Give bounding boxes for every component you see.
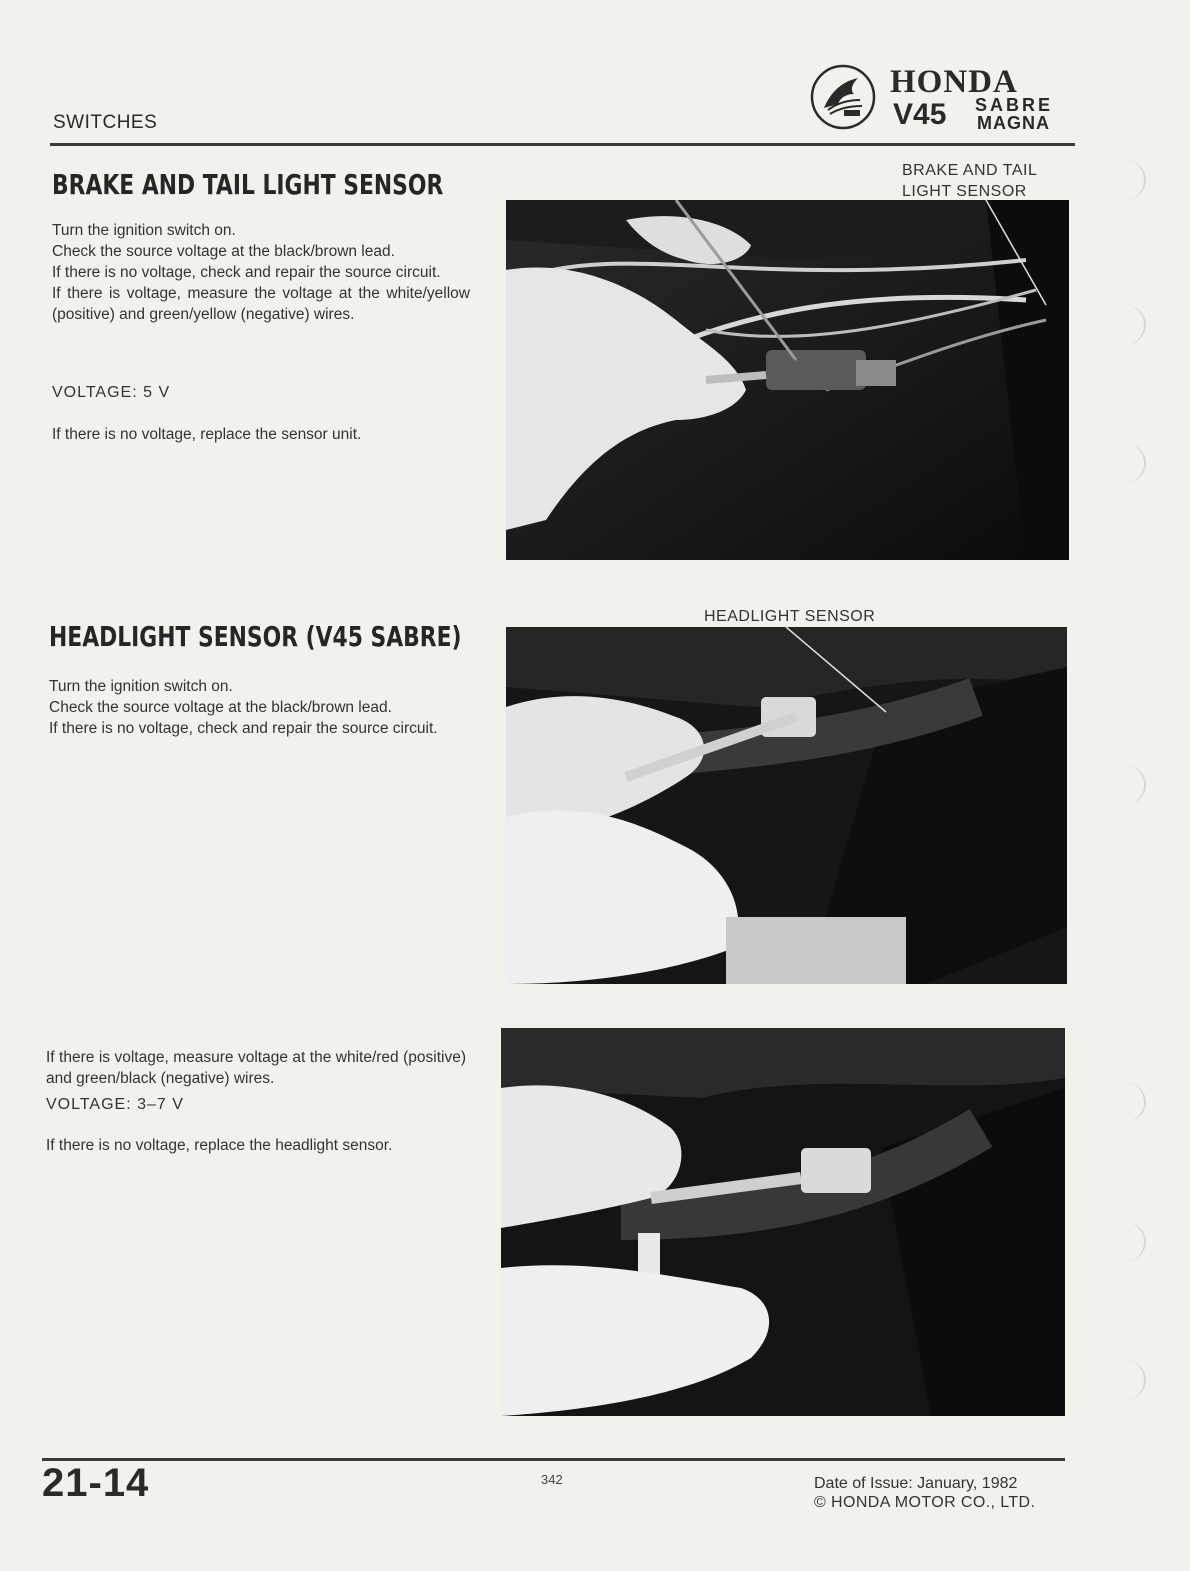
brake-step-1: Turn the ignition switch on.	[52, 222, 236, 239]
variant-sabre: SABRE	[975, 95, 1054, 115]
brand-name: HONDA	[890, 64, 1018, 100]
caption-line-1: BRAKE AND TAIL	[902, 162, 1038, 179]
section-label: SWITCHES	[53, 112, 158, 133]
binder-hole	[1104, 1222, 1146, 1262]
model-name: V45	[893, 98, 947, 131]
headlight-sensor-photo	[506, 627, 1067, 984]
page-number: 21-14	[42, 1461, 150, 1505]
binder-hole	[1104, 305, 1146, 345]
binder-hole	[1104, 765, 1146, 805]
headlight-measure-photo	[501, 1028, 1065, 1416]
binder-hole	[1104, 160, 1146, 200]
brake-note: If there is no voltage, replace the sensor unit.	[52, 426, 362, 443]
binder-hole	[1104, 1082, 1146, 1122]
headlight-section-title: HEADLIGHT SENSOR (V45 SABRE)	[49, 620, 462, 653]
copyright: © HONDA MOTOR CO., LTD.	[814, 1494, 1036, 1511]
sheet-number: 342	[541, 1472, 563, 1487]
brake-section-title: BRAKE AND TAIL LIGHT SENSOR	[52, 168, 444, 201]
issue-date: Date of Issue: January, 1982	[814, 1475, 1018, 1492]
caption-line-2: LIGHT SENSOR	[902, 183, 1027, 200]
honda-wing-logo-icon	[810, 64, 876, 130]
brake-instructions	[52, 220, 470, 325]
headlight-voltage-spec: VOLTAGE: 3–7 V	[46, 1096, 184, 1113]
brake-photo-caption	[902, 160, 1037, 202]
binder-hole	[1104, 1360, 1146, 1400]
footer-rule	[42, 1458, 1065, 1461]
headlight-step-2: Check the source voltage at the black/brown lead.	[49, 699, 392, 716]
variant-magna: MAGNA	[977, 113, 1050, 133]
headlight-instructions	[49, 676, 468, 739]
headlight-photo-caption: HEADLIGHT SENSOR	[704, 608, 876, 625]
brake-step-4: If there is voltage, measure the voltage at the white/yellow (positive) and green/yellow (negative) wires.	[52, 285, 470, 323]
brake-voltage-spec: VOLTAGE: 5 V	[52, 384, 171, 401]
brake-step-2: Check the source voltage at the black/brown lead.	[52, 243, 395, 260]
headlight-note: If there is no voltage, replace the headlight sensor.	[46, 1137, 393, 1154]
header-rule	[50, 143, 1075, 146]
headlight-step-1: Turn the ignition switch on.	[49, 678, 233, 695]
brake-sensor-photo	[506, 200, 1069, 560]
binder-hole	[1104, 443, 1146, 483]
headlight-step-3: If there is no voltage, check and repair the source circuit.	[49, 720, 438, 737]
headlight-continued-text: If there is voltage, measure voltage at the white/red (positive) and green/black (negative) wires.	[46, 1049, 466, 1087]
brake-step-3: If there is no voltage, check and repair the source circuit.	[52, 264, 441, 281]
